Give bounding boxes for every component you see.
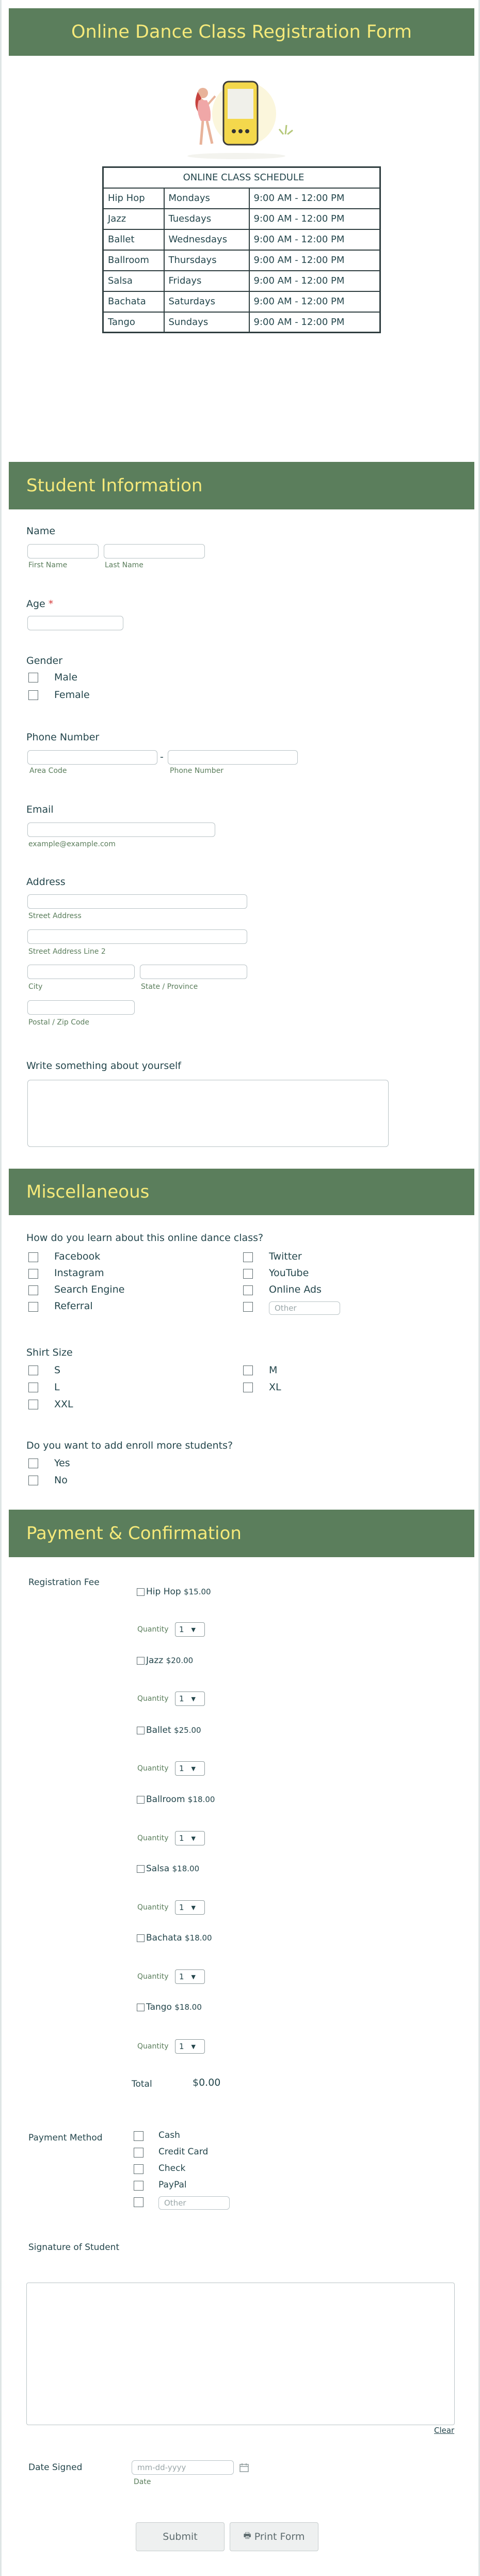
learn-twitter-checkbox[interactable]: [243, 1252, 253, 1262]
age-label-text: Age: [26, 598, 45, 610]
method-other-input[interactable]: Other: [158, 2196, 230, 2210]
table-row: [103, 188, 380, 209]
state-sublabel: State / Province: [141, 983, 198, 991]
print-label: Print Form: [254, 2531, 305, 2542]
quantity-select[interactable]: [175, 2039, 205, 2054]
schedule-day: Wednesdays: [164, 229, 249, 250]
enroll-option-label: No: [54, 1475, 68, 1486]
last-name-input[interactable]: [104, 544, 205, 558]
area-code-input[interactable]: [27, 750, 157, 765]
required-mark: *: [48, 598, 54, 610]
first-name-input[interactable]: [27, 544, 99, 558]
total-value: $0.00: [193, 2077, 221, 2088]
shirt-option-label: L: [54, 1382, 60, 1393]
schedule-day: Mondays: [164, 188, 249, 209]
table-row: [103, 271, 380, 291]
schedule-time: 9:00 AM - 12:00 PM: [249, 291, 380, 312]
table-row: [103, 229, 380, 250]
quantity-select[interactable]: [175, 1831, 205, 1845]
calendar-icon[interactable]: [239, 2462, 249, 2473]
product-item: [146, 1864, 199, 1874]
about-label: Write something about yourself: [26, 1060, 181, 1072]
age-label: [26, 598, 53, 610]
age-input[interactable]: [27, 616, 123, 630]
gender-option-label: Female: [54, 689, 90, 701]
name-label: Name: [26, 525, 56, 537]
enroll-no-checkbox[interactable]: [28, 1476, 38, 1485]
learn-option-label: Referral: [54, 1300, 93, 1312]
chevron-down-icon: ▼: [191, 1626, 196, 1633]
phone-label: Phone Number: [26, 732, 100, 743]
product-ballroom-checkbox[interactable]: [137, 1796, 145, 1804]
quantity-label: Quantity: [137, 1973, 169, 1981]
schedule-style: Salsa: [103, 271, 164, 291]
learn-search-engine-checkbox[interactable]: [28, 1285, 38, 1295]
quantity-select[interactable]: [175, 1692, 205, 1706]
learn-facebook-checkbox[interactable]: [28, 1252, 38, 1262]
learn-online-ads-checkbox[interactable]: [243, 1285, 253, 1295]
quantity-select[interactable]: [175, 1969, 205, 1984]
learn-option-label: Instagram: [54, 1267, 104, 1279]
product-price: $18.00: [187, 1795, 215, 1804]
street-address-sublabel: Street Address: [28, 912, 82, 920]
enroll-yes-checkbox[interactable]: [28, 1458, 38, 1468]
registration-fee-label: Registration Fee: [28, 1577, 100, 1588]
learn-other-input[interactable]: Other: [269, 1301, 340, 1315]
gender-label: Gender: [26, 655, 63, 666]
quantity-value: 1: [179, 1972, 184, 1981]
schedule-style: Ballroom: [103, 250, 164, 271]
schedule-time: 9:00 AM - 12:00 PM: [249, 229, 380, 250]
method-cash-checkbox[interactable]: [134, 2131, 143, 2141]
gender-male-checkbox[interactable]: [28, 673, 38, 682]
method-option-label: Credit Card: [158, 2147, 209, 2157]
method-option-label: Cash: [158, 2130, 180, 2140]
chevron-down-icon: ▼: [191, 1973, 196, 1980]
student-info-banner: [9, 462, 474, 509]
product-name: Ballroom: [146, 1794, 185, 1805]
product-name: Bachata: [146, 1933, 182, 1943]
product-jazz-checkbox[interactable]: [137, 1657, 145, 1665]
product-ballet-checkbox[interactable]: [137, 1727, 145, 1734]
quantity-value: 1: [179, 1694, 184, 1703]
product-item: [146, 1933, 212, 1943]
quantity-select[interactable]: [175, 1622, 205, 1637]
product-salsa-checkbox[interactable]: [137, 1865, 145, 1873]
schedule-time: 9:00 AM - 12:00 PM: [249, 271, 380, 291]
payment-banner: [9, 1510, 474, 1557]
schedule-time: 9:00 AM - 12:00 PM: [249, 209, 380, 229]
product-item: [146, 1725, 201, 1735]
chevron-down-icon: ▼: [191, 1904, 196, 1911]
learn-referral-checkbox[interactable]: [28, 1302, 38, 1312]
date-sublabel: Date: [134, 2478, 151, 2486]
chevron-down-icon: ▼: [191, 1695, 196, 1702]
street-address-2-sublabel: Street Address Line 2: [28, 948, 106, 956]
email-input[interactable]: [27, 823, 215, 837]
area-code-sublabel: Area Code: [29, 767, 67, 775]
product-price: $18.00: [174, 2003, 202, 2012]
schedule-day: Tuesdays: [164, 209, 249, 229]
phone-dash: -: [160, 751, 164, 763]
shirt-xl-checkbox[interactable]: [243, 1383, 253, 1392]
product-tango-checkbox[interactable]: [137, 2004, 145, 2011]
product-name: Ballet: [146, 1725, 171, 1735]
form-title: Online Dance Class Registration Form: [71, 22, 412, 42]
product-price: $18.00: [185, 1933, 212, 1943]
signature-label: Signature of Student: [28, 2242, 120, 2253]
chevron-down-icon: ▼: [191, 2043, 196, 2050]
quantity-label: Quantity: [137, 1764, 169, 1773]
date-input[interactable]: mm-dd-yyyy: [132, 2460, 234, 2475]
payment-method-label: Payment Method: [28, 2133, 103, 2143]
clear-signature-link[interactable]: Clear: [434, 2426, 455, 2435]
method-check-checkbox[interactable]: [134, 2164, 143, 2174]
schedule-day: Sundays: [164, 312, 249, 333]
student-info-heading: Student Information: [26, 475, 203, 496]
dancer-phone-illustration: [167, 77, 306, 170]
shirt-option-label: M: [269, 1364, 278, 1376]
date-signed-label: Date Signed: [28, 2462, 83, 2473]
learn-option-label: Search Engine: [54, 1284, 125, 1295]
product-price: $18.00: [172, 1864, 200, 1873]
schedule-day: Fridays: [164, 271, 249, 291]
postal-code-input[interactable]: [27, 1000, 135, 1015]
schedule-day: Thursdays: [164, 250, 249, 271]
city-input[interactable]: [27, 965, 135, 979]
method-option-label: PayPal: [158, 2180, 187, 2190]
quantity-value: 1: [179, 1625, 184, 1634]
quantity-select[interactable]: [175, 1900, 205, 1915]
quantity-value: 1: [179, 1903, 184, 1912]
learn-option-label: YouTube: [269, 1267, 309, 1279]
quantity-label: Quantity: [137, 2042, 169, 2051]
phone-number-sublabel: Phone Number: [170, 767, 224, 775]
table-row: [103, 209, 380, 229]
product-name: Tango: [146, 2002, 172, 2012]
gender-option-label: Male: [54, 672, 78, 683]
schedule-style: Hip Hop: [103, 188, 164, 209]
shirt-size-label: Shirt Size: [26, 1347, 73, 1358]
learn-youtube-checkbox[interactable]: [243, 1269, 253, 1279]
email-hint: example@example.com: [28, 840, 116, 848]
phone-number-input[interactable]: [168, 750, 298, 765]
schedule-day: Saturdays: [164, 291, 249, 312]
table-row: [103, 312, 380, 333]
postal-code-sublabel: Postal / Zip Code: [28, 1018, 90, 1027]
submit-label: Submit: [163, 2531, 198, 2542]
product-item: [146, 2002, 202, 2012]
misc-banner: [9, 1169, 474, 1215]
product-name: Hip Hop: [146, 1587, 181, 1597]
printer-icon: 🖶: [243, 2530, 251, 2540]
payment-heading: Payment & Confirmation: [26, 1523, 242, 1544]
schedule-time: 9:00 AM - 12:00 PM: [249, 250, 380, 271]
print-form-button[interactable]: [230, 2522, 318, 2551]
method-option-label: Check: [158, 2163, 186, 2174]
quantity-select[interactable]: [175, 1761, 205, 1776]
class-schedule-table: [102, 166, 381, 333]
quantity-value: 1: [179, 2042, 184, 2051]
shirt-l-checkbox[interactable]: [28, 1383, 38, 1392]
schedule-style: Ballet: [103, 229, 164, 250]
table-row: [103, 250, 380, 271]
last-name-sublabel: Last Name: [105, 561, 143, 569]
chevron-down-icon: ▼: [191, 1765, 196, 1772]
product-bachata-checkbox[interactable]: [137, 1934, 145, 1942]
schedule-time: 9:00 AM - 12:00 PM: [249, 188, 380, 209]
submit-button[interactable]: [136, 2522, 225, 2551]
gender-female-checkbox[interactable]: [28, 690, 38, 700]
quantity-value: 1: [179, 1834, 184, 1843]
learn-instagram-checkbox[interactable]: [28, 1269, 38, 1279]
method-paypal-checkbox[interactable]: [134, 2181, 143, 2191]
city-sublabel: City: [28, 983, 43, 991]
misc-heading: Miscellaneous: [26, 1182, 150, 1202]
shirt-option-label: XL: [269, 1382, 281, 1393]
signature-pad[interactable]: [26, 2283, 455, 2425]
learn-label: How do you learn about this online dance class?: [26, 1232, 264, 1244]
street-address-input[interactable]: [27, 894, 247, 909]
product-item: [146, 1655, 193, 1666]
product-name: Jazz: [146, 1655, 164, 1666]
quantity-label: Quantity: [137, 1903, 169, 1912]
about-textarea[interactable]: [27, 1080, 389, 1147]
quantity-label: Quantity: [137, 1695, 169, 1703]
quantity-label: Quantity: [137, 1625, 169, 1634]
product-price: $25.00: [174, 1726, 201, 1735]
shirt-option-label: XXL: [54, 1399, 73, 1410]
schedule-time: 9:00 AM - 12:00 PM: [249, 312, 380, 333]
product-price: $15.00: [184, 1587, 211, 1596]
schedule-header: ONLINE CLASS SCHEDULE: [103, 167, 380, 188]
table-row: [103, 291, 380, 312]
quantity-value: 1: [179, 1764, 184, 1773]
learn-other-checkbox[interactable]: [243, 1302, 253, 1312]
product-price: $20.00: [166, 1656, 194, 1665]
learn-option-label: Facebook: [54, 1251, 101, 1262]
learn-option-label: Twitter: [269, 1251, 302, 1262]
address-label: Address: [26, 876, 66, 888]
shirt-xxl-checkbox[interactable]: [28, 1400, 38, 1409]
total-label: Total: [132, 2079, 152, 2089]
product-hip-hop-checkbox[interactable]: [137, 1588, 145, 1596]
enroll-option-label: Yes: [54, 1457, 70, 1469]
product-name: Salsa: [146, 1864, 170, 1874]
product-item: [146, 1587, 211, 1597]
schedule-style: Jazz: [103, 209, 164, 229]
first-name-sublabel: First Name: [28, 561, 68, 569]
schedule-style: Bachata: [103, 291, 164, 312]
schedule-style: Tango: [103, 312, 164, 333]
method-credit-card-checkbox[interactable]: [134, 2148, 143, 2158]
form-title-banner: [9, 8, 474, 56]
state-input[interactable]: [140, 965, 247, 979]
email-label: Email: [26, 804, 54, 815]
learn-option-label: Online Ads: [269, 1284, 322, 1295]
shirt-m-checkbox[interactable]: [243, 1365, 253, 1375]
street-address-2-input[interactable]: [27, 929, 247, 944]
product-item: [146, 1794, 215, 1805]
shirt-s-checkbox[interactable]: [28, 1365, 38, 1375]
method-other-checkbox[interactable]: [134, 2197, 143, 2207]
enroll-label: Do you want to add enroll more students?: [26, 1440, 233, 1451]
quantity-label: Quantity: [137, 1834, 169, 1842]
chevron-down-icon: ▼: [191, 1835, 196, 1842]
shirt-option-label: S: [54, 1364, 61, 1376]
